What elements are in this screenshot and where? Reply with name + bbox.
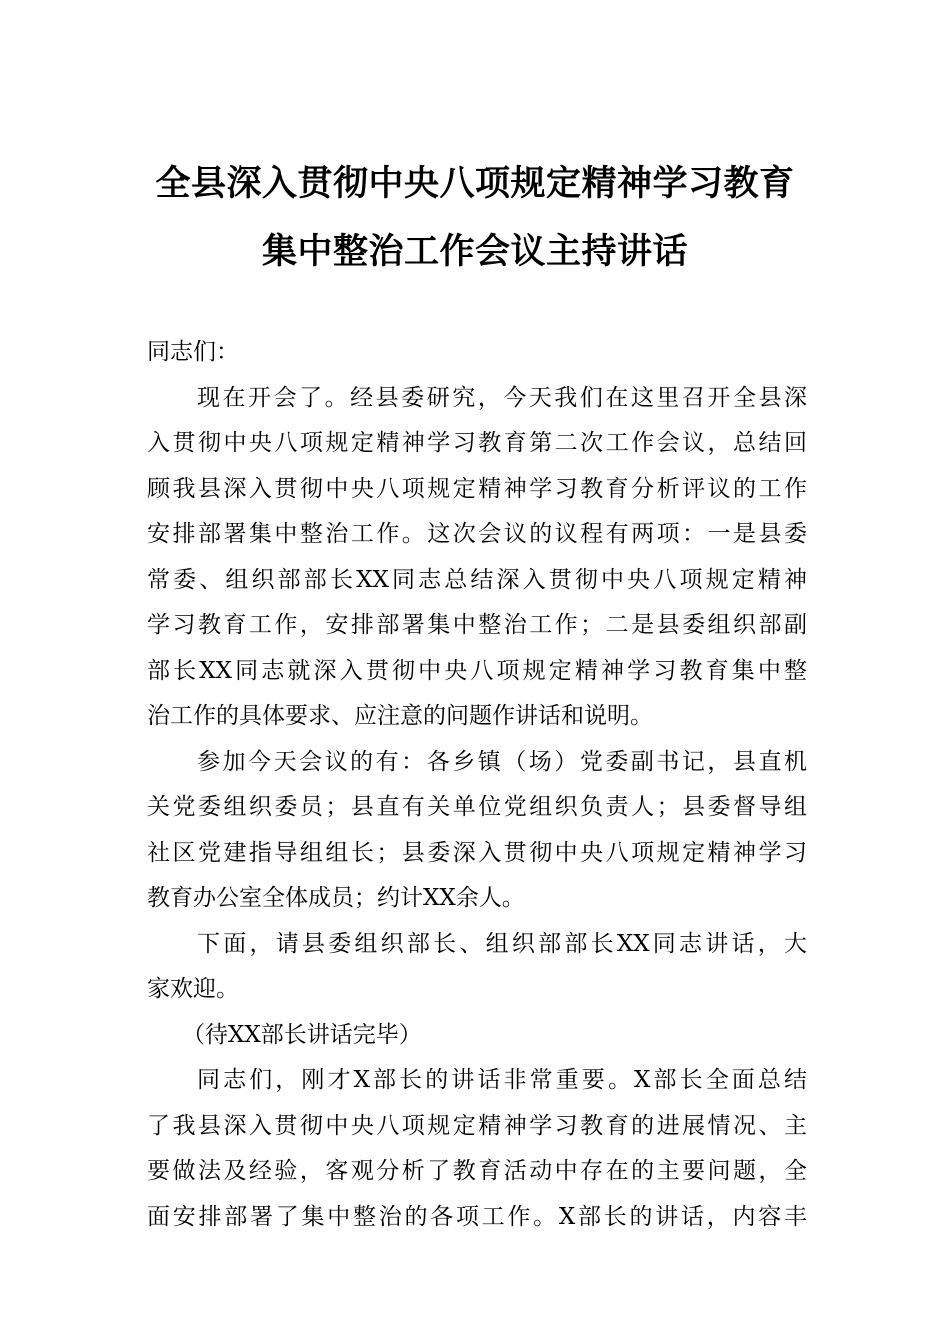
paragraph-5-line: 要做法及经验，客观分析了教育活动中存在的主要问题，全 (147, 1158, 807, 1184)
paragraph-2-line: 关党委组织委员；县直有关单位党组织负责人；县委督导组 (147, 794, 807, 820)
salutation-line: 同志们： (147, 339, 239, 365)
paragraph-3-line: 下面，请县委组织部长、组织部部长XX同志讲话，大 (197, 930, 807, 957)
paragraph-3-line: 家欢迎。 (147, 976, 239, 1002)
document-title-line-2: 集中整治工作会议主持讲话 (261, 231, 688, 272)
paragraph-1-line: 安排部署集中整治工作。这次会议的议程有两项：一是县委 (147, 521, 807, 547)
paragraph-1-line: 治工作的具体要求、应注意的问题作讲话和说明。 (147, 703, 653, 729)
paragraph-2-line: 参加今天会议的有：各乡镇（场）党委副书记，县直机 (197, 748, 807, 775)
paragraph-2-line: 教育办公室全体成员；约计XX余人。 (147, 885, 525, 911)
paragraph-1-line: 部长XX同志就深入贯彻中央八项规定精神学习教育集中整 (147, 657, 807, 684)
paragraph-1-line: 现在开会了。经县委研究，今天我们在这里召开全县深 (197, 384, 807, 411)
paragraph-5-line: 同志们，刚才X部长的讲话非常重要。X部长全面总结 (197, 1067, 807, 1093)
paragraph-4-line: （待XX部长讲话完毕） (182, 1021, 422, 1048)
paragraph-2-line: 社区党建指导组组长；县委深入贯彻中央八项规定精神学习 (147, 839, 807, 866)
paragraph-1-line: 顾我县深入贯彻中央八项规定精神学习教育分析评议的工作 (147, 475, 807, 502)
paragraph-5-line: 面安排部署了集中整治的各项工作。X部长的讲话，内容丰 (147, 1203, 807, 1230)
document-body (147, 330, 807, 1240)
paragraph-1-line: 常委、组织部部长XX同志总结深入贯彻中央八项规定精神 (147, 566, 807, 593)
paragraph-1-line: 入贯彻中央八项规定精神学习教育第二次工作会议，总结回 (147, 430, 807, 456)
paragraph-1-line: 学习教育工作，安排部署集中整治工作；二是县委组织部副 (147, 612, 807, 638)
paragraph-5-line: 了我县深入贯彻中央八项规定精神学习教育的进展情况、主 (147, 1112, 807, 1139)
document-title-line-1: 全县深入贯彻中央八项规定精神学习教育 (155, 163, 795, 204)
